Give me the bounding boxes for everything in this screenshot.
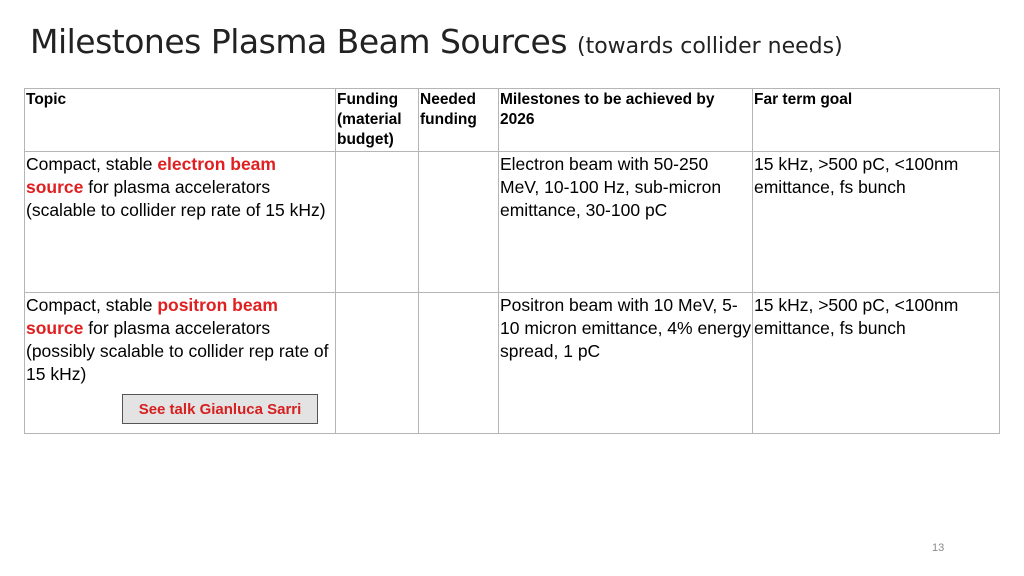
talk-reference-box: See talk Gianluca Sarri [122, 394, 318, 424]
topic-highlight: positron beam source [26, 295, 278, 338]
needed-funding-cell [419, 152, 499, 293]
topic-highlight: electron beam source [26, 154, 276, 197]
topic-text: for plasma accelerators (scalable to collider rep rate of 15 kHz) [26, 177, 326, 220]
milestones-cell: Positron beam with 10 MeV, 5-10 micron emittance, 4% energy spread, 1 pC [499, 293, 753, 434]
milestones-cell: Electron beam with 50-250 MeV, 10-100 Hz, sub-micron emittance, 30-100 pC [499, 152, 753, 293]
header-needed-funding: Needed funding [419, 89, 499, 152]
page-number: 13 [932, 542, 945, 554]
topic-text: Compact, stable [26, 295, 158, 315]
table-row [25, 152, 1000, 293]
milestones-table [24, 88, 1000, 434]
slide-title [30, 22, 843, 61]
topic-text: Compact, stable [26, 154, 158, 174]
funding-cell [336, 293, 419, 434]
topic-cell [25, 293, 336, 434]
slide-title-sub: (towards collider needs) [577, 34, 843, 59]
topic-cell [25, 152, 336, 293]
header-topic: Topic [25, 89, 336, 152]
topic-cell-content [26, 294, 334, 418]
needed-funding-cell [419, 293, 499, 434]
table-header-row [25, 89, 1000, 152]
far-term-cell: 15 kHz, >500 pC, <100nm emittance, fs bunch [753, 293, 1000, 434]
far-term-cell: 15 kHz, >500 pC, <100nm emittance, fs bunch [753, 152, 1000, 293]
header-far-term-goal: Far term goal [753, 89, 1000, 152]
table-row [25, 293, 1000, 434]
header-funding: Funding (material budget) [336, 89, 419, 152]
slide-title-main: Milestones Plasma Beam Sources [30, 22, 568, 61]
funding-cell [336, 152, 419, 293]
topic-text: for plasma accelerators (possibly scalable to collider rep rate of 15 kHz) [26, 318, 329, 384]
header-milestones: Milestones to be achieved by 2026 [499, 89, 753, 152]
